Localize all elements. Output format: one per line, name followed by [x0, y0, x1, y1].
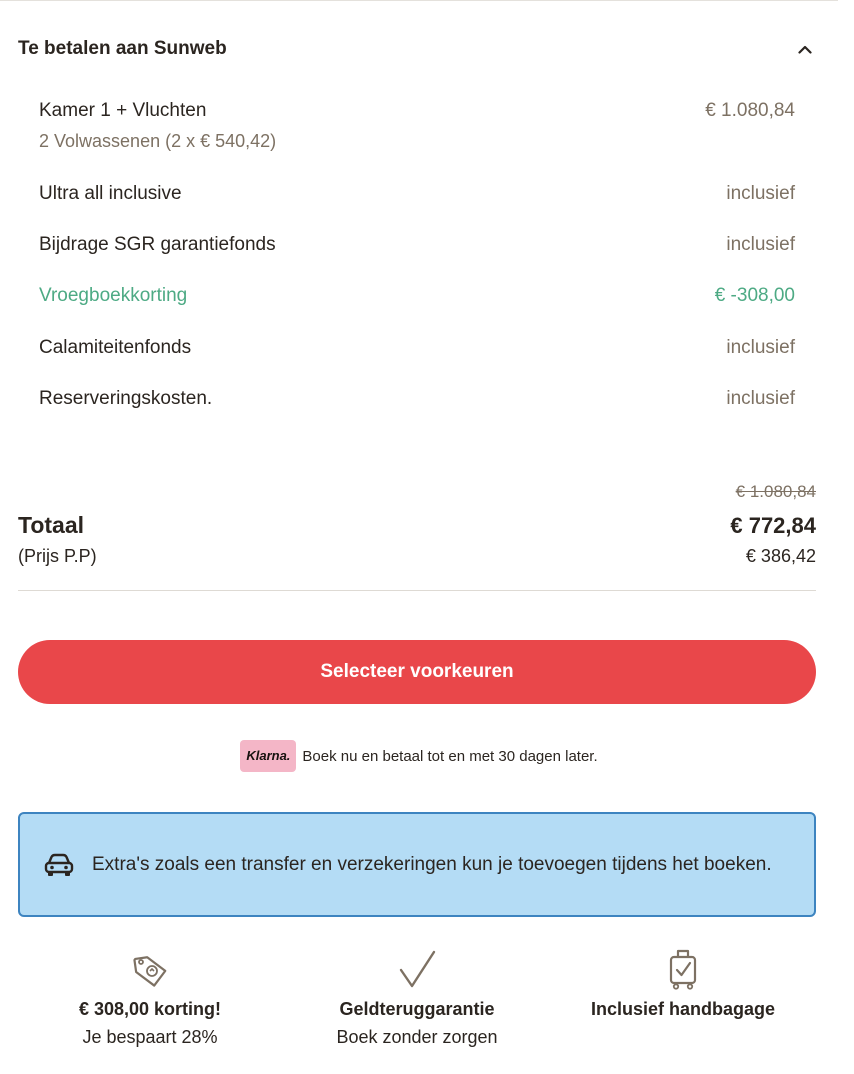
header-title: Te betalen aan Sunweb [18, 38, 227, 59]
usp-title: Geldteruggarantie [339, 999, 495, 1019]
line-sgr [39, 232, 795, 258]
line-amount: inclusief [726, 183, 795, 204]
line-room-flights [39, 98, 795, 168]
line-amount: inclusief [726, 234, 795, 255]
usp-title: Inclusief handbagage [590, 999, 776, 1019]
line-label: Kamer 1 + Vluchten [39, 100, 207, 121]
klarna-notice [0, 740, 838, 772]
total-label: Totaal [18, 512, 85, 538]
line-all-inclusive [39, 181, 795, 207]
line-amount: € 1.080,84 [705, 100, 795, 121]
line-booking-costs [39, 386, 795, 412]
select-preferences-button[interactable]: Selecteer voorkeuren [18, 640, 816, 704]
usp-hand-luggage [553, 948, 813, 1022]
tag-icon [20, 948, 280, 992]
total-divider [18, 590, 816, 591]
chevron-up-icon[interactable] [792, 36, 818, 62]
usp-subtitle: Je bespaart 28% [82, 1027, 218, 1047]
original-price: € 1.080,84 [735, 482, 816, 501]
top-divider [0, 0, 838, 1]
usp-subtitle: Boek zonder zorgen [336, 1027, 498, 1047]
total-row [18, 512, 816, 539]
usp-money-back [287, 948, 547, 1052]
line-label: Ultra all inclusive [39, 183, 182, 204]
price-lines [39, 98, 795, 412]
line-label: Vroegboekkorting [39, 285, 188, 306]
luggage-icon [553, 948, 813, 992]
line-label: Reserveringskosten. [39, 388, 213, 409]
line-label: Bijdrage SGR garantiefonds [39, 234, 276, 255]
car-icon [42, 850, 76, 880]
usp-discount [20, 948, 280, 1052]
line-amount: inclusief [726, 337, 795, 358]
extras-info-box [18, 812, 816, 917]
price-per-person-row [18, 546, 816, 567]
line-calamity-fund [39, 335, 795, 361]
klarna-text: Boek nu en betaal tot en met 30 dagen later. [302, 747, 598, 765]
line-amount: inclusief [726, 388, 795, 409]
line-amount: € -308,00 [714, 285, 795, 306]
pp-amount: € 386,42 [745, 546, 816, 566]
line-sublabel: 2 Volwassenen (2 x € 540,42) [39, 131, 277, 151]
line-label: Calamiteitenfonds [39, 337, 192, 358]
pp-label: (Prijs P.P) [18, 546, 97, 566]
price-summary-header[interactable] [18, 36, 818, 62]
check-icon [287, 948, 547, 992]
usp-title: € 308,00 korting! [78, 999, 222, 1019]
klarna-logo: Klarna. [240, 740, 296, 772]
line-early-booking-discount [39, 283, 795, 309]
total-amount: € 772,84 [730, 512, 816, 538]
info-text: Extra's zoals een transfer en verzekeringen kun je toevoegen tijdens het boeken. [92, 854, 772, 875]
